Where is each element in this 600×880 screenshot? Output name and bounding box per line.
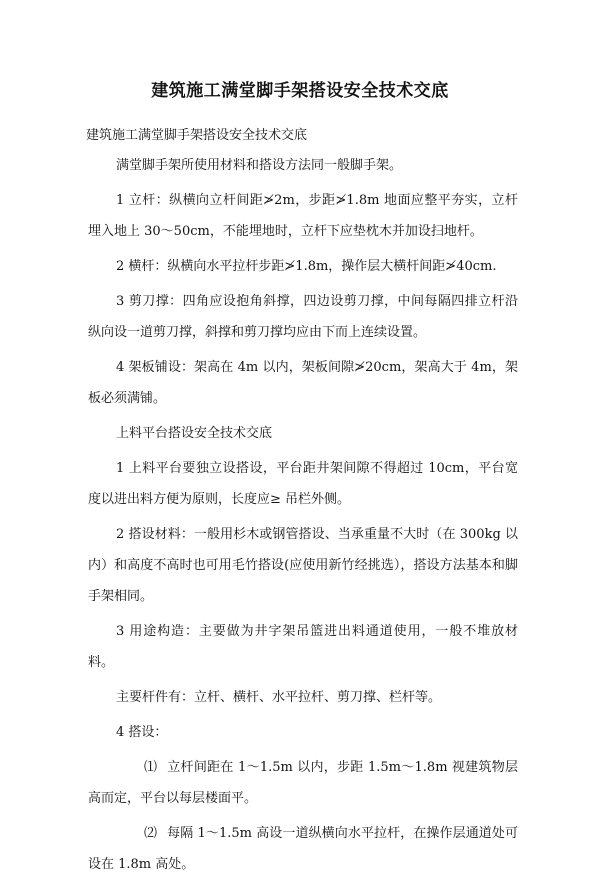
paragraph: 3 用途构造：主要做为井字架吊篮进出料通道使用，一般不堆放材料。: [88, 624, 518, 670]
paragraph: 1 上料平台要独立设搭设，平台距井架间隙不得超过 10cm，平台宽度以进出料方便为原则，长度应≥ 吊栏外侧。: [88, 461, 518, 507]
paragraph: 1 立杆：纵横向立杆间距≯2m，步距≯1.8m 地面应整平夯实，立杆埋入地上 30～50cm，不能埋地时，立杆下应垫枕木并加设扫地杆。: [88, 193, 518, 239]
item-text: 每隔 1～1.5m 高设一道纵横向水平拉杆，在操作层通道处可设在 1.8m 高处。: [88, 826, 518, 872]
numbered-item: [88, 752, 518, 814]
paragraph: 2 搭设材料：一般用杉木或钢管搭设、当承重量不大时（在 300kg 以内）和高度不高时也可用毛竹搭设(应使用新竹经挑选），搭设方法基本和脚手架相同。: [88, 527, 518, 604]
paragraph: 满堂脚手架所使用材料和搭设方法同一般脚手架。: [116, 158, 403, 173]
paragraph: 4 搭设：: [116, 725, 168, 740]
item-marker: ⑵: [144, 826, 158, 841]
item-marker: ⑴: [144, 760, 158, 775]
item-text: 立杆间距在 1～1.5m 以内，步距 1.5m～1.8m 视建筑物层高而定，平台以每层楼面平。: [88, 760, 518, 806]
paragraph: 2 横杆：纵横向水平拉杆步距≯1.8m，操作层大横杆间距≯40cm.: [116, 259, 497, 274]
paragraph: 4 架板铺设：架高在 4m 以内，架板间隙≯20cm，架高大于 4m，架板必须满铺。: [88, 360, 518, 406]
paragraph: 主要杆件有：立杆、横杆、水平拉杆、剪刀撑、栏杆等。: [116, 690, 442, 705]
section-heading: 上料平台搭设安全技术交底: [116, 426, 273, 441]
numbered-item: [88, 818, 518, 880]
document-body: [88, 150, 518, 880]
document-title: 建筑施工满堂脚手架搭设安全技术交底: [151, 81, 449, 101]
paragraph: 3 剪刀撑：四角应设抱角斜撑，四边设剪刀撑，中间每隔四排立杆沿纵向设一道剪刀撑，斜撑和剪刀撑均应由下而上连续设置。: [88, 294, 518, 340]
document-subtitle: 建筑施工满堂脚手架搭设安全技术交底: [86, 128, 308, 143]
